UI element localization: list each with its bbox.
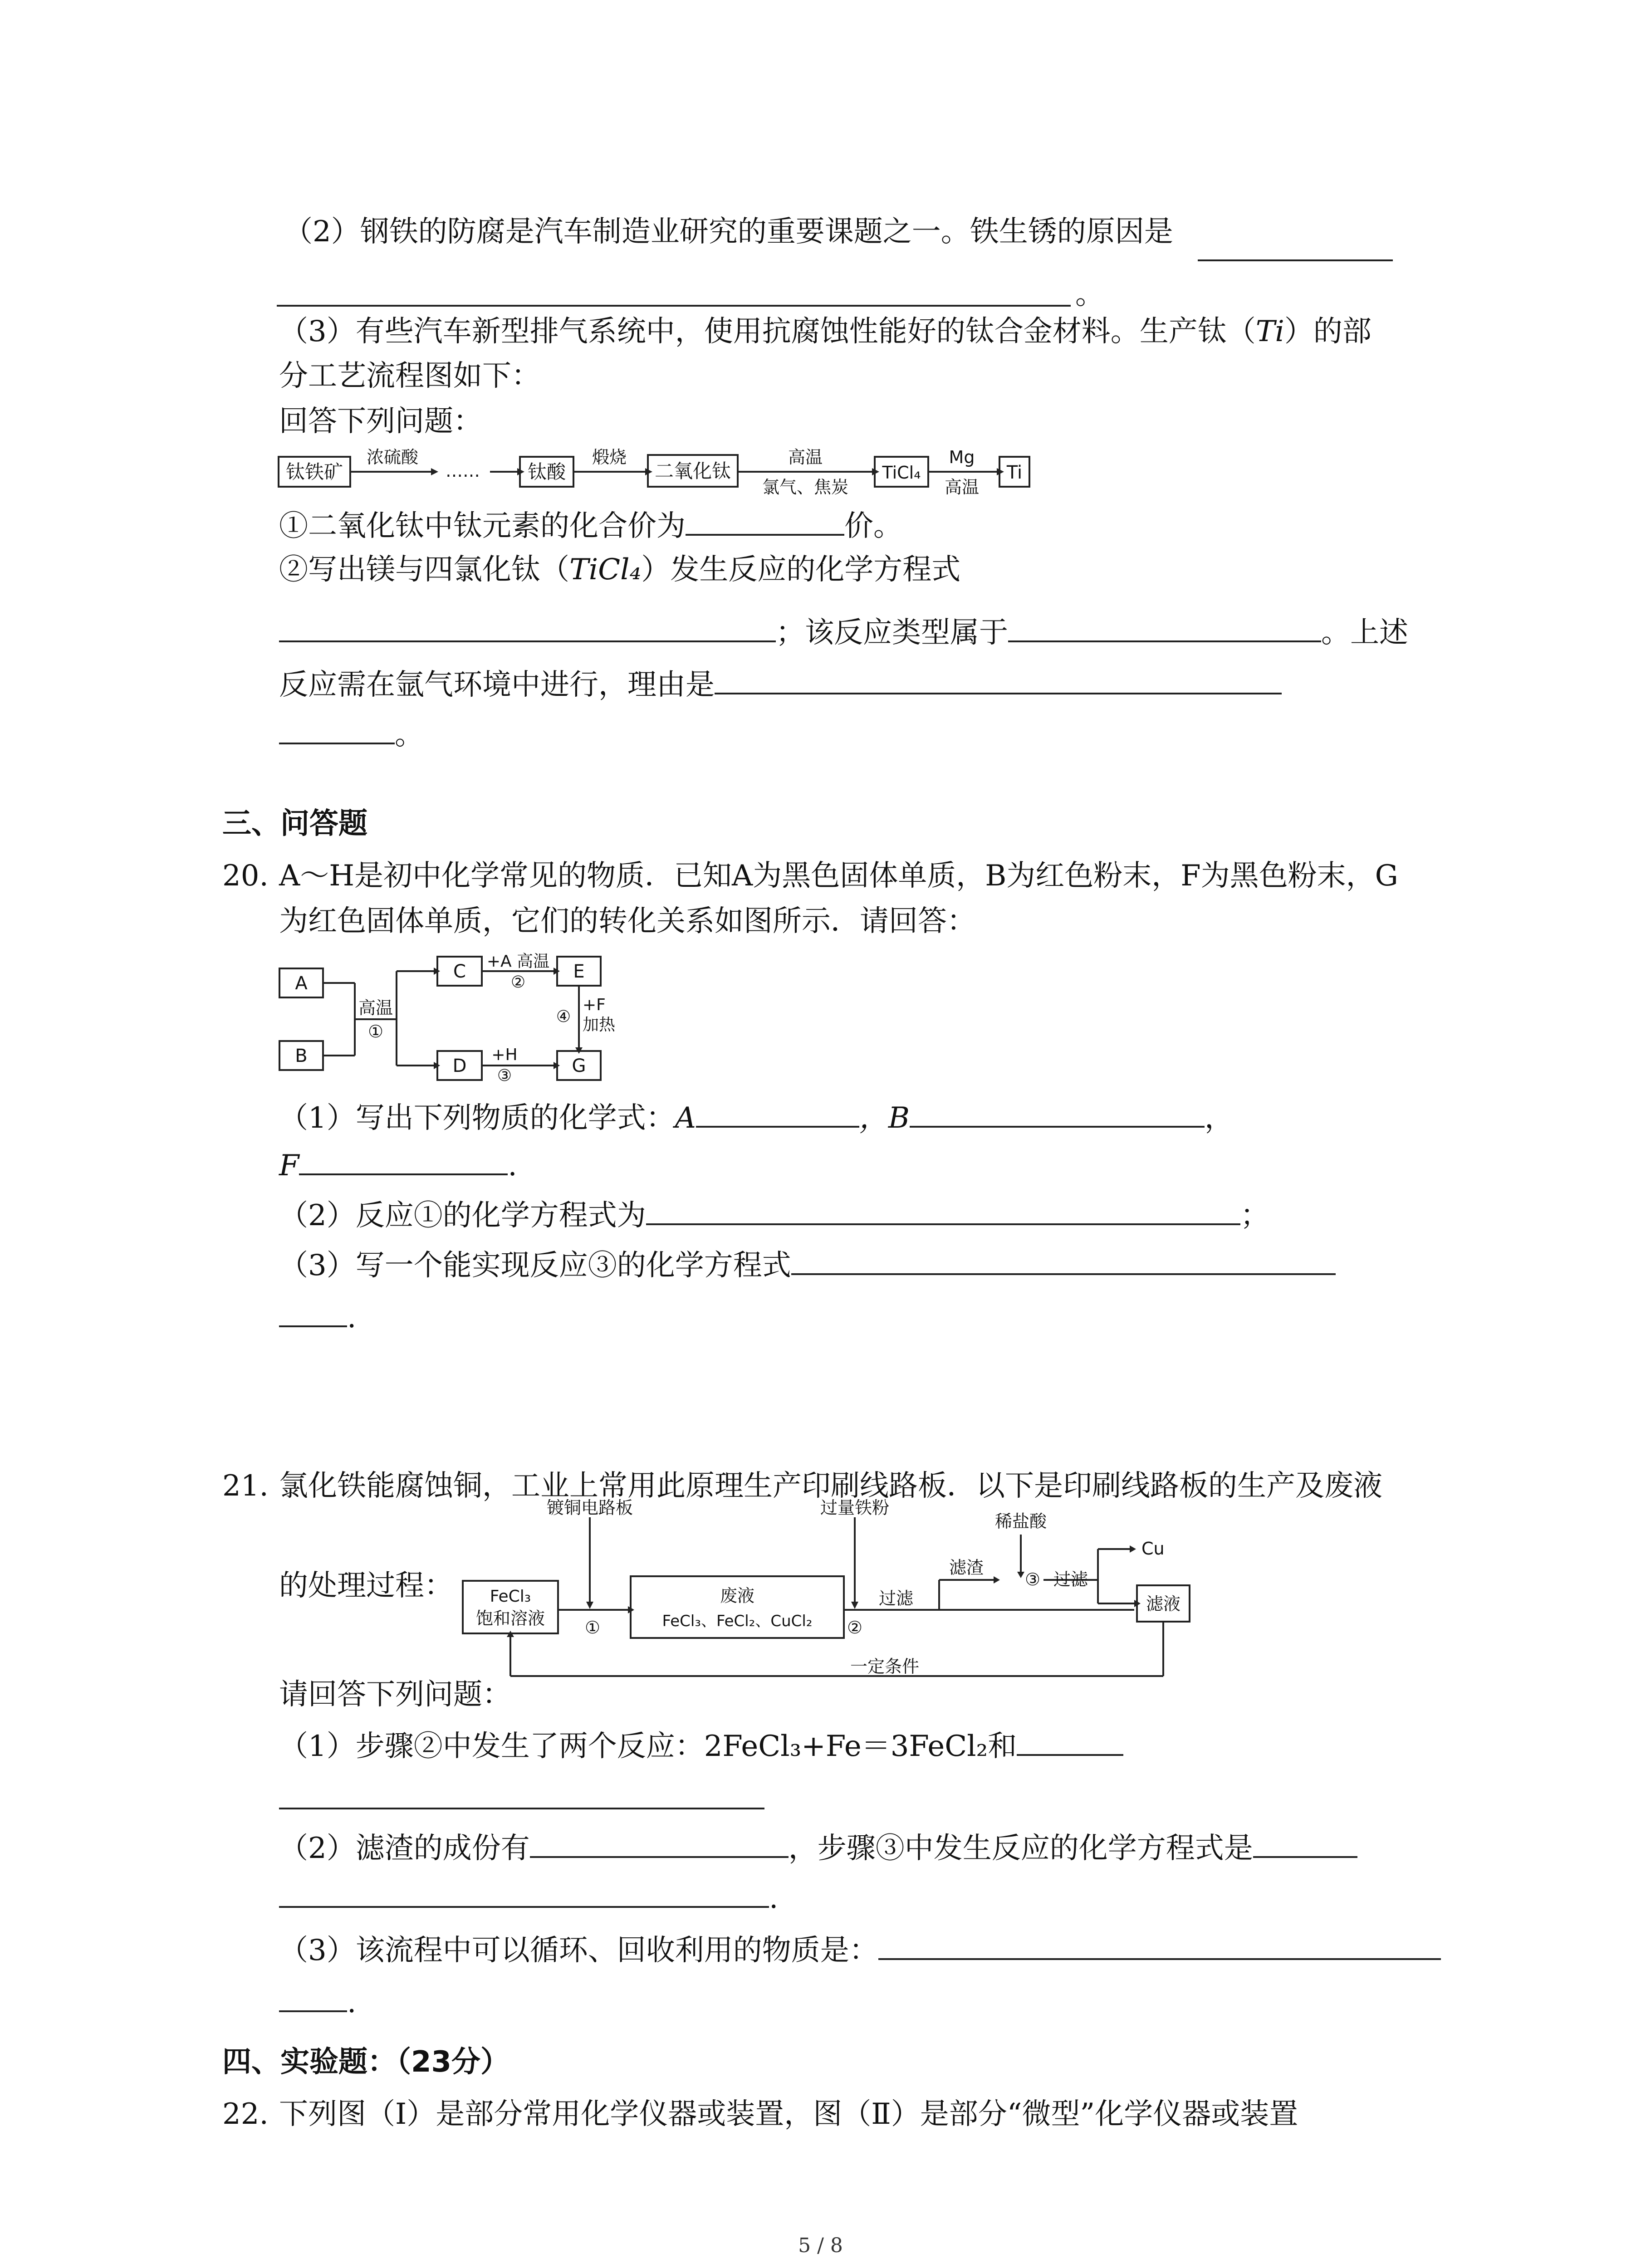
- label-condition: 一定条件: [850, 1657, 920, 1677]
- node-d: D: [452, 1056, 467, 1076]
- answer-blank[interactable]: [279, 612, 776, 642]
- q20-sub3-line2: .: [279, 1297, 356, 1336]
- answer-blank[interactable]: [791, 1245, 1336, 1275]
- q21-sub2-line2: .: [279, 1878, 778, 1917]
- node-a: A: [295, 973, 308, 994]
- q19-q2-line3: 反应需在氩气环境中进行，理由是: [279, 665, 1282, 704]
- flow-label-high-temp-2: 高温: [944, 477, 980, 497]
- q20-line1: 20. A～H是初中化学常见的物质．已知A为黑色固体单质，B为红色粉末，F为黑色粉末，G: [222, 859, 1398, 893]
- q19-q2: ②写出镁与四氯化钛（TiCl₄）发生反应的化学方程式: [279, 553, 961, 587]
- cond1-label: 高温: [358, 998, 393, 1018]
- answer-blank[interactable]: [279, 1808, 764, 1809]
- cond4-heat: 加热: [583, 1016, 616, 1034]
- cond2-label: +A 高温: [486, 952, 550, 971]
- q20-sub1: （1）写出下列物质的化学式：A ，B ，: [279, 1098, 1234, 1137]
- answer-blank[interactable]: [878, 1930, 1441, 1960]
- flow-node-titanic-acid: 钛酸: [527, 461, 566, 483]
- node-g: G: [572, 1056, 586, 1076]
- answer-blank[interactable]: [1017, 1726, 1123, 1756]
- answer-blank[interactable]: [686, 506, 844, 536]
- q19-sub2-end: 。: [1075, 278, 1104, 311]
- titanium-flow-diagram: [277, 442, 1043, 506]
- q19-sub2-line1: （2）钢铁的防腐是汽车制造业研究的重要课题之一。铁生锈的原因是: [284, 215, 1173, 249]
- node-e: E: [573, 961, 585, 982]
- answer-blank[interactable]: [279, 1878, 769, 1908]
- label-cu: Cu: [1141, 1539, 1165, 1559]
- q21-sub1: （1）步骤②中发生了两个反应：2FeCl₃+Fe＝3FeCl₂和: [279, 1726, 1123, 1765]
- answer-blank[interactable]: [1198, 259, 1393, 261]
- answer-blank[interactable]: [910, 1098, 1205, 1128]
- q22-line1: 22. 下列图（Ⅰ）是部分常用化学仪器或装置，图（Ⅱ）是部分“微型”化学仪器或装置: [222, 2097, 1298, 2131]
- section-3-title: 三、问答题: [222, 807, 367, 841]
- q19-sub3-line1: （3）有些汽车新型排气系统中，使用抗腐蚀性能好的钛合金材料。生产钛（Ti）的部: [279, 315, 1372, 348]
- q21-process-diagram: [454, 1499, 1216, 1681]
- answer-blank[interactable]: [1008, 612, 1321, 642]
- q20-sub3: （3）写一个能实现反应③的化学方程式: [279, 1245, 1336, 1284]
- label-hydrochloric-acid: 稀盐酸: [994, 1511, 1047, 1531]
- flow-node-ticl4: TiCl₄: [882, 463, 921, 483]
- flow-dots: ……: [446, 461, 480, 481]
- q19-sub3-line3: 回答下列问题：: [279, 405, 482, 438]
- box-fecl3-formula: FeCl₃: [490, 1587, 531, 1606]
- box-waste-title: 废液: [720, 1586, 755, 1606]
- flow-label-calcine: 煅烧: [592, 447, 627, 467]
- answer-blank[interactable]: [279, 714, 395, 744]
- node-b: B: [295, 1046, 308, 1066]
- flow-node-tio2: 二氧化钛: [654, 460, 731, 482]
- box-filtrate: 滤液: [1146, 1594, 1181, 1614]
- flow-node-ti: Ti: [1006, 462, 1023, 483]
- answer-blank[interactable]: [530, 1828, 789, 1858]
- box-waste-content: FeCl₃、FeCl₂、CuCl₂: [662, 1612, 813, 1630]
- cond1-num: ①: [367, 1022, 384, 1041]
- flow-label-high-temp: 高温: [788, 447, 823, 467]
- answer-blank[interactable]: [715, 665, 1282, 694]
- q19-q2-line2: ；该反应类型属于 。上述: [279, 612, 1408, 651]
- answer-blank[interactable]: [279, 1982, 347, 2012]
- q21-line3: 请回答下列问题：: [279, 1678, 511, 1711]
- cond4-num: ④: [556, 1007, 571, 1026]
- answer-blank[interactable]: [646, 1195, 1240, 1225]
- q20-sub2: （2）反应①的化学方程式为 ；: [279, 1195, 1269, 1234]
- page-number: 5 / 8: [798, 2234, 843, 2257]
- answer-blank[interactable]: [696, 1098, 859, 1128]
- q20-relation-diagram: [278, 950, 622, 1086]
- answer-blank[interactable]: [299, 1145, 508, 1175]
- q20-sub1-line2: F .: [279, 1145, 517, 1184]
- step-3-label: ③: [1024, 1569, 1041, 1589]
- label-iron-powder: 过量铁粉: [820, 1499, 890, 1518]
- q21-sub3-line2: .: [279, 1982, 356, 2021]
- answer-blank[interactable]: [277, 305, 1071, 307]
- label-copper-board: 镀铜电路板: [546, 1499, 633, 1518]
- q19-q2-line4: 。: [279, 714, 424, 753]
- flow-label-mg: Mg: [949, 447, 975, 467]
- label-filter-1: 过滤: [878, 1589, 914, 1608]
- step-1-label: ①: [584, 1618, 601, 1637]
- label-filter-2: 过滤: [1053, 1569, 1088, 1589]
- section-4-title: 四、实验题：（23分）: [222, 2045, 510, 2079]
- cond3-num: ③: [497, 1066, 512, 1085]
- label-residue: 滤渣: [949, 1558, 984, 1578]
- q21-sub3: （3）该流程中可以循环、回收利用的物质是：: [279, 1930, 1441, 1969]
- flow-label-sulfuric-acid: 浓硫酸: [366, 447, 419, 467]
- q21-line2: 的处理过程：: [279, 1569, 453, 1603]
- q19-q1: ①二氧化钛中钛元素的化合价为 价。: [279, 506, 902, 545]
- q21-line1: 21. 氯化铁能腐蚀铜，工业上常用此原理生产印刷线路板．以下是印刷线路板的生产及废液: [222, 1469, 1382, 1503]
- cond3-label: +H: [491, 1046, 518, 1064]
- box-fecl3-solution: 饱和溶液: [475, 1608, 545, 1628]
- cond2-num: ②: [510, 973, 526, 992]
- answer-blank[interactable]: [279, 1297, 347, 1327]
- q20-line2: 为红色固体单质，它们的转化关系如图所示．请回答：: [279, 904, 976, 938]
- node-c: C: [453, 961, 466, 982]
- cond4-f: +F: [583, 996, 606, 1014]
- flow-node-ilmenite: 钛铁矿: [285, 461, 343, 483]
- q21-sub2: （2）滤渣的成份有 ，步骤③中发生反应的化学方程式是: [279, 1828, 1357, 1867]
- q19-sub3-line2: 分工艺流程图如下：: [279, 359, 540, 393]
- flow-label-chlorine-coke: 氯气、焦炭: [762, 477, 849, 497]
- step-2-label: ②: [847, 1618, 863, 1637]
- answer-blank[interactable]: [1253, 1828, 1357, 1858]
